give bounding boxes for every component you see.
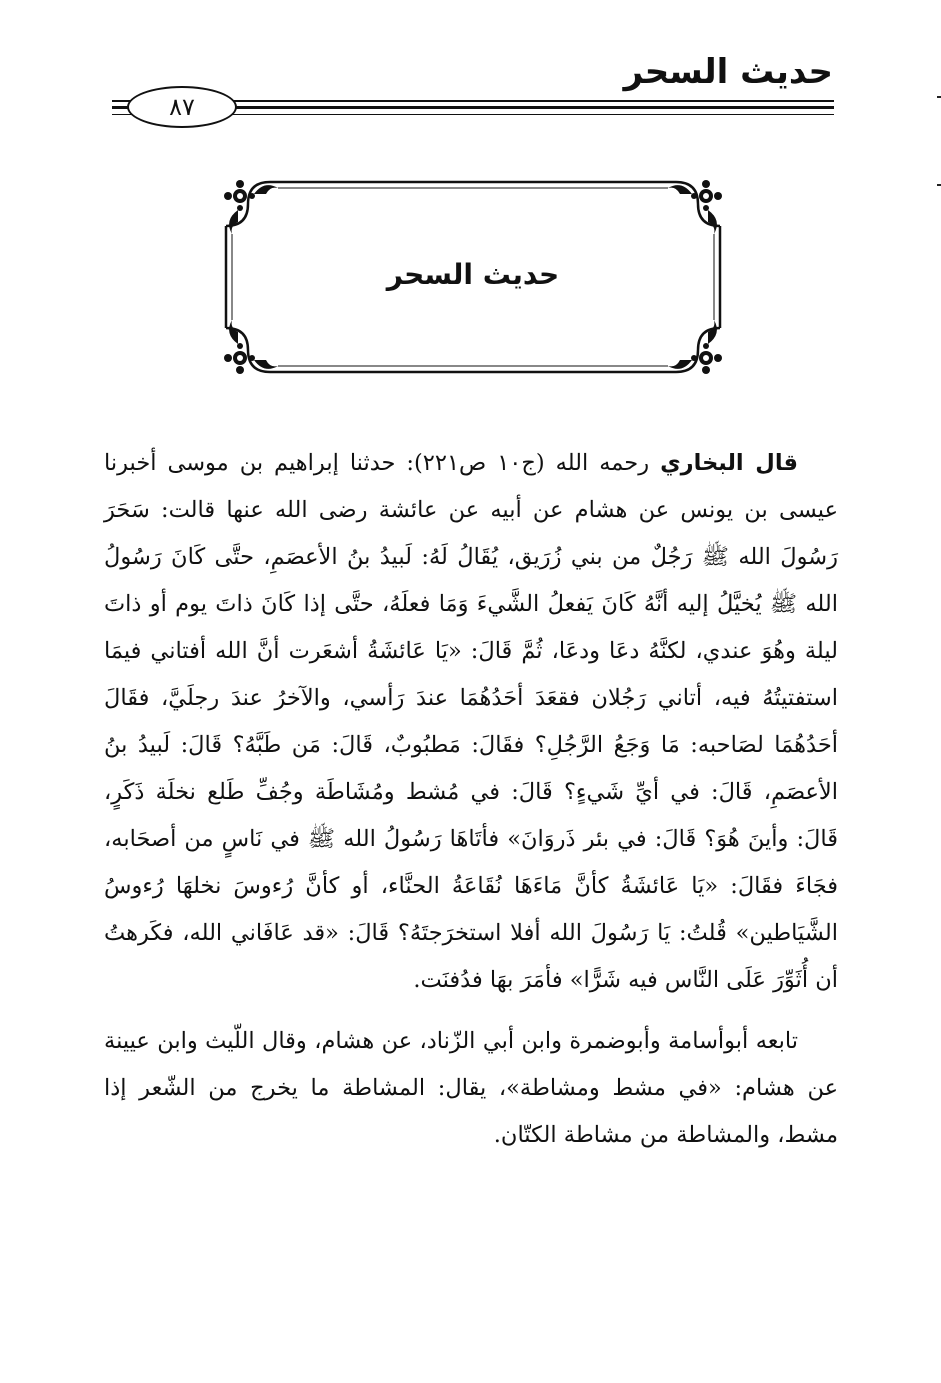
scan-mark bbox=[937, 184, 941, 186]
paragraph: تابعه أبوأسامة وأبوضمرة وابن أبي الزّناد، عن هشام، وقال اللّيث وابن عيينة عن هشام: «في مشط ومشاطة»، يقال: المشاطة ما يخرج من الشّعر إذا مشط، والمشاطة من مشاطة الكتّان. bbox=[104, 1028, 838, 1148]
narrator-name: قال البخاري bbox=[660, 450, 798, 476]
chapter-title-frame bbox=[218, 174, 728, 380]
page-number: ٨٧ bbox=[127, 86, 237, 128]
chapter-title: حديث السحر bbox=[386, 258, 560, 291]
hadith-text: رحمه الله (ج١٠ ص٢٢١): حدثنا إبراهيم بن موسى أخبرنا عيسى بن يونس عن هشام عن أبيه عن عائشة رضى الله عنها قالت: سَحَرَ رَسُولَ الله ﷺ رَجُلٌ من بني زُرَيق، يُقَالُ لَهُ: لَبيدُ بنُ الأعصَمِ، حتَّى كَانَ رَسُولُ الله ﷺ يُخيَّلُ إليه أنَّهُ كَانَ يَفعلُ الشَّيءَ وَمَا فعلَهُ، حتَّى إذا كَانَ ذاتَ يوم أو ذاتَ ليلة وهُوَ عندي، لكنَّهُ دعَا ودعَا، ثُمَّ قَالَ: «يَا عَائشَةُ أشعَرت أنَّ الله أفتاني فيمَا استفتيتُهُ فيه، أتاني رَجُلان فقعَدَ أحَدُهُمَا عندَ رَأسي، والآخرُ عندَ رجلَيَّ، فقَالَ أحَدُهُمَا لصَاحبه: مَا وَجَعُ الرَّجُلِ؟ فقَالَ: مَطبُوبٌ، قَالَ: مَن طَبَّهُ؟ قَالَ: لَبيدُ بنُ الأعصَمِ، قَالَ: في أيِّ شَيءٍ؟ قَالَ: في مُشط ومُشَاطَة وجُفِّ طَلع نخلَة ذَكَرٍ، قَالَ: وأينَ هُوَ؟ قَالَ: في بئر ذَروَانَ» فأتَاهَا رَسُولُ الله ﷺ في نَاسٍ من أصحَابه، فجَاءَ فقَالَ: «يَا عَائشَةُ كأنَّ مَاءَهَا نُقَاعَةُ الحنَّاء، أو كأنَّ رُءوسَ نخلهَا رُءوسُ الشَّيَاطين» قُلتُ: يَا رَسُولَ الله أفلا استخرَجتَهُ؟ قَالَ: «قد عَافَاني الله، فكَرهتُ أن أُثَوِّرَ عَلَى النَّاس فيه شَرًّا» فأمَرَ بهَا فدُفنَت. bbox=[104, 450, 838, 993]
scan-mark bbox=[937, 96, 941, 98]
paragraph bbox=[104, 440, 838, 1004]
running-title: حديث السحر bbox=[623, 52, 833, 92]
body-text bbox=[104, 440, 838, 1159]
